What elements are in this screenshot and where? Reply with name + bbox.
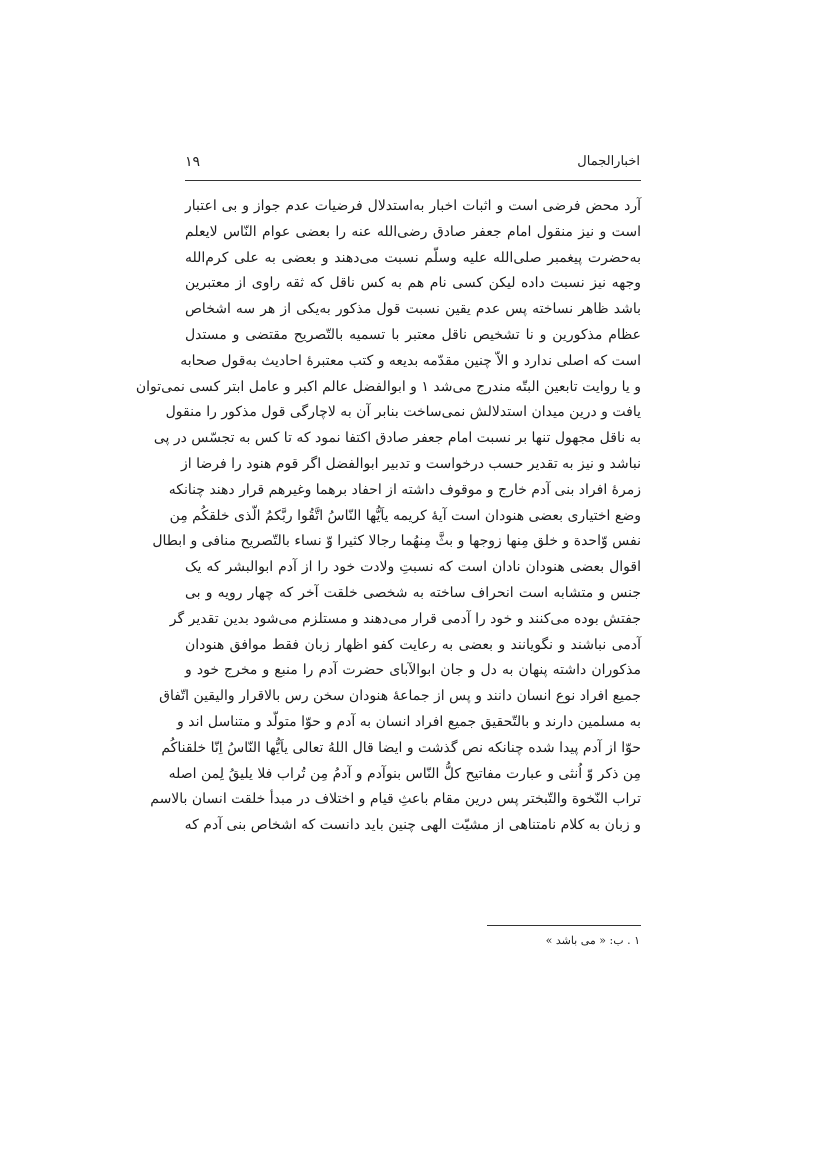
text-line: به ناقل مجهول تنها بر نسبت امام جعفر صادق اکتفا نمود که تا کس به تجسّس در پی bbox=[153, 430, 641, 447]
text-line: تراب النّخوة والتّبختر پس درین مقام باعثِ قیام و اختلاف در مبدأ خلقت انسان بالاسم bbox=[150, 791, 641, 808]
footnote: ۱ . ب: « می باشد » bbox=[545, 934, 640, 947]
text-line: است و نیز منقول امام جعفر صادق رضی‌الله عنه را بعضی عوام النّاس لایعلم bbox=[185, 223, 641, 240]
page-number: ۱۹ bbox=[185, 154, 201, 170]
header-title: اخبارالجمال bbox=[577, 154, 640, 169]
footnote-divider bbox=[487, 925, 641, 926]
running-header bbox=[185, 152, 640, 172]
text-line: مِن ذکر وّ اُنثی و عبارت مفاتیح کلُّ النّاس بنوآدم و آدمُ مِن تُراب فلا یلیقُ لِمن اصله bbox=[168, 765, 641, 782]
text-line: جفتش بوده می‌کنند و خود را آدمی قرار می‌دهند و مستلزم می‌شود بدین تقدیر گر bbox=[169, 610, 641, 627]
text-line: وضع اختیاری بعضی هنودان است آیهٔ کریمه یاَیُّها النّاسُ اتَّقُوا ربَّکمُ الّذی خلقکُم مِن bbox=[169, 507, 641, 524]
text-line: حوّا از آدم پیدا شده چنانکه نص گذشت و ایضا قال اللهُ تعالی یاَیُّها النّاسُ اِنّا خلقناکُم bbox=[161, 739, 641, 756]
text-line: وجهه نیز نسبت داده لیکن کسی نام هم به کس ناقل که ثقه راوی از معتبرین bbox=[185, 275, 641, 292]
body-text bbox=[135, 194, 641, 839]
text-line: جمیع افراد نوع انسان دانند و پس از جماعهٔ هنودان سخن رس بالاقرار والیقین اتّفاق bbox=[159, 688, 641, 705]
header-divider bbox=[185, 180, 641, 181]
text-line: به مسلمین دارند و بالتّحقیق جمیع افراد انسان به آدم و حوّا متولّد و متناسل اند و bbox=[177, 713, 641, 730]
text-line: اقوال بعضی هنودان نادان است که نسبتِ ولادت خود را از آدم ابوالبشر که یک bbox=[185, 559, 641, 576]
text-line: است که اصلی ندارد و الاّ چنین مقدّمه بدیعه و کتب معتبرهٔ احادیث به‌قول صحابه bbox=[180, 352, 641, 369]
text-line: نباشد و نیز به تقدیر حسب درخواست و تدبیر ابوالفضل اگر قوم هنود را فرضا از bbox=[181, 455, 641, 472]
text-line: باشد ظاهر نساخته پس عدم یقین نسبت قول مذکور به‌یکی از هر سه اشخاص bbox=[185, 301, 641, 318]
text-line: یافت و درین میدان استدلالش نمی‌ساخت بنابر آن به لاچارگی قول مذکور را منقول bbox=[165, 404, 641, 421]
text-line: و زبان به کلام نامتناهی از مشیّت الهی چنین باید دانست که اشخاص بنی آدم که bbox=[184, 817, 641, 834]
text-line: مذکوران داشته پنهان به دل و جان ابوالآبای حضرت آدم را منبع و مخرج خود و bbox=[185, 662, 641, 679]
text-line: نفس وّاحدة و خلق مِنها زوجها و بثَّ مِنهُما رجالا کثیرا وّ نساء بالتّصریح منافی و ابطال bbox=[152, 533, 641, 550]
text-line: زمرهٔ افراد بنی آدم خارج و موقوف داشته از احفاد برهما وغیرهم قرار دهند چنانکه bbox=[168, 481, 641, 498]
text-line: آدمی نباشند و نگویانند و بعضی به رعایت کفو اظهار زبان فقط موافق هنودان bbox=[185, 636, 641, 653]
text-line: آرد محض فرضی است و اثبات اخبار به‌استدلال فرضیات عدم جواز و بی اعتبار bbox=[185, 198, 641, 214]
text-line: عظام مذکورین و نا تشخیص ناقل معتبر با تسمیه بالتّصریح مقتضی و مستدل bbox=[185, 326, 641, 343]
text-line: به‌حضرت پیغمبر صلی‌الله علیه وسلّم نسبت می‌دهند و بعضی به علی کرم‌الله bbox=[185, 249, 641, 266]
text-line: جنس و متشابه است انحراف ساخته به شخصی خلقت آخر که چهار رویه و بی bbox=[185, 584, 641, 601]
text-line: و یا روایت تابعین البتّه مندرج می‌شد ۱ و ابوالفضل عالم اکبر و عامل ابتر کسی نمی‌توان bbox=[135, 378, 641, 395]
